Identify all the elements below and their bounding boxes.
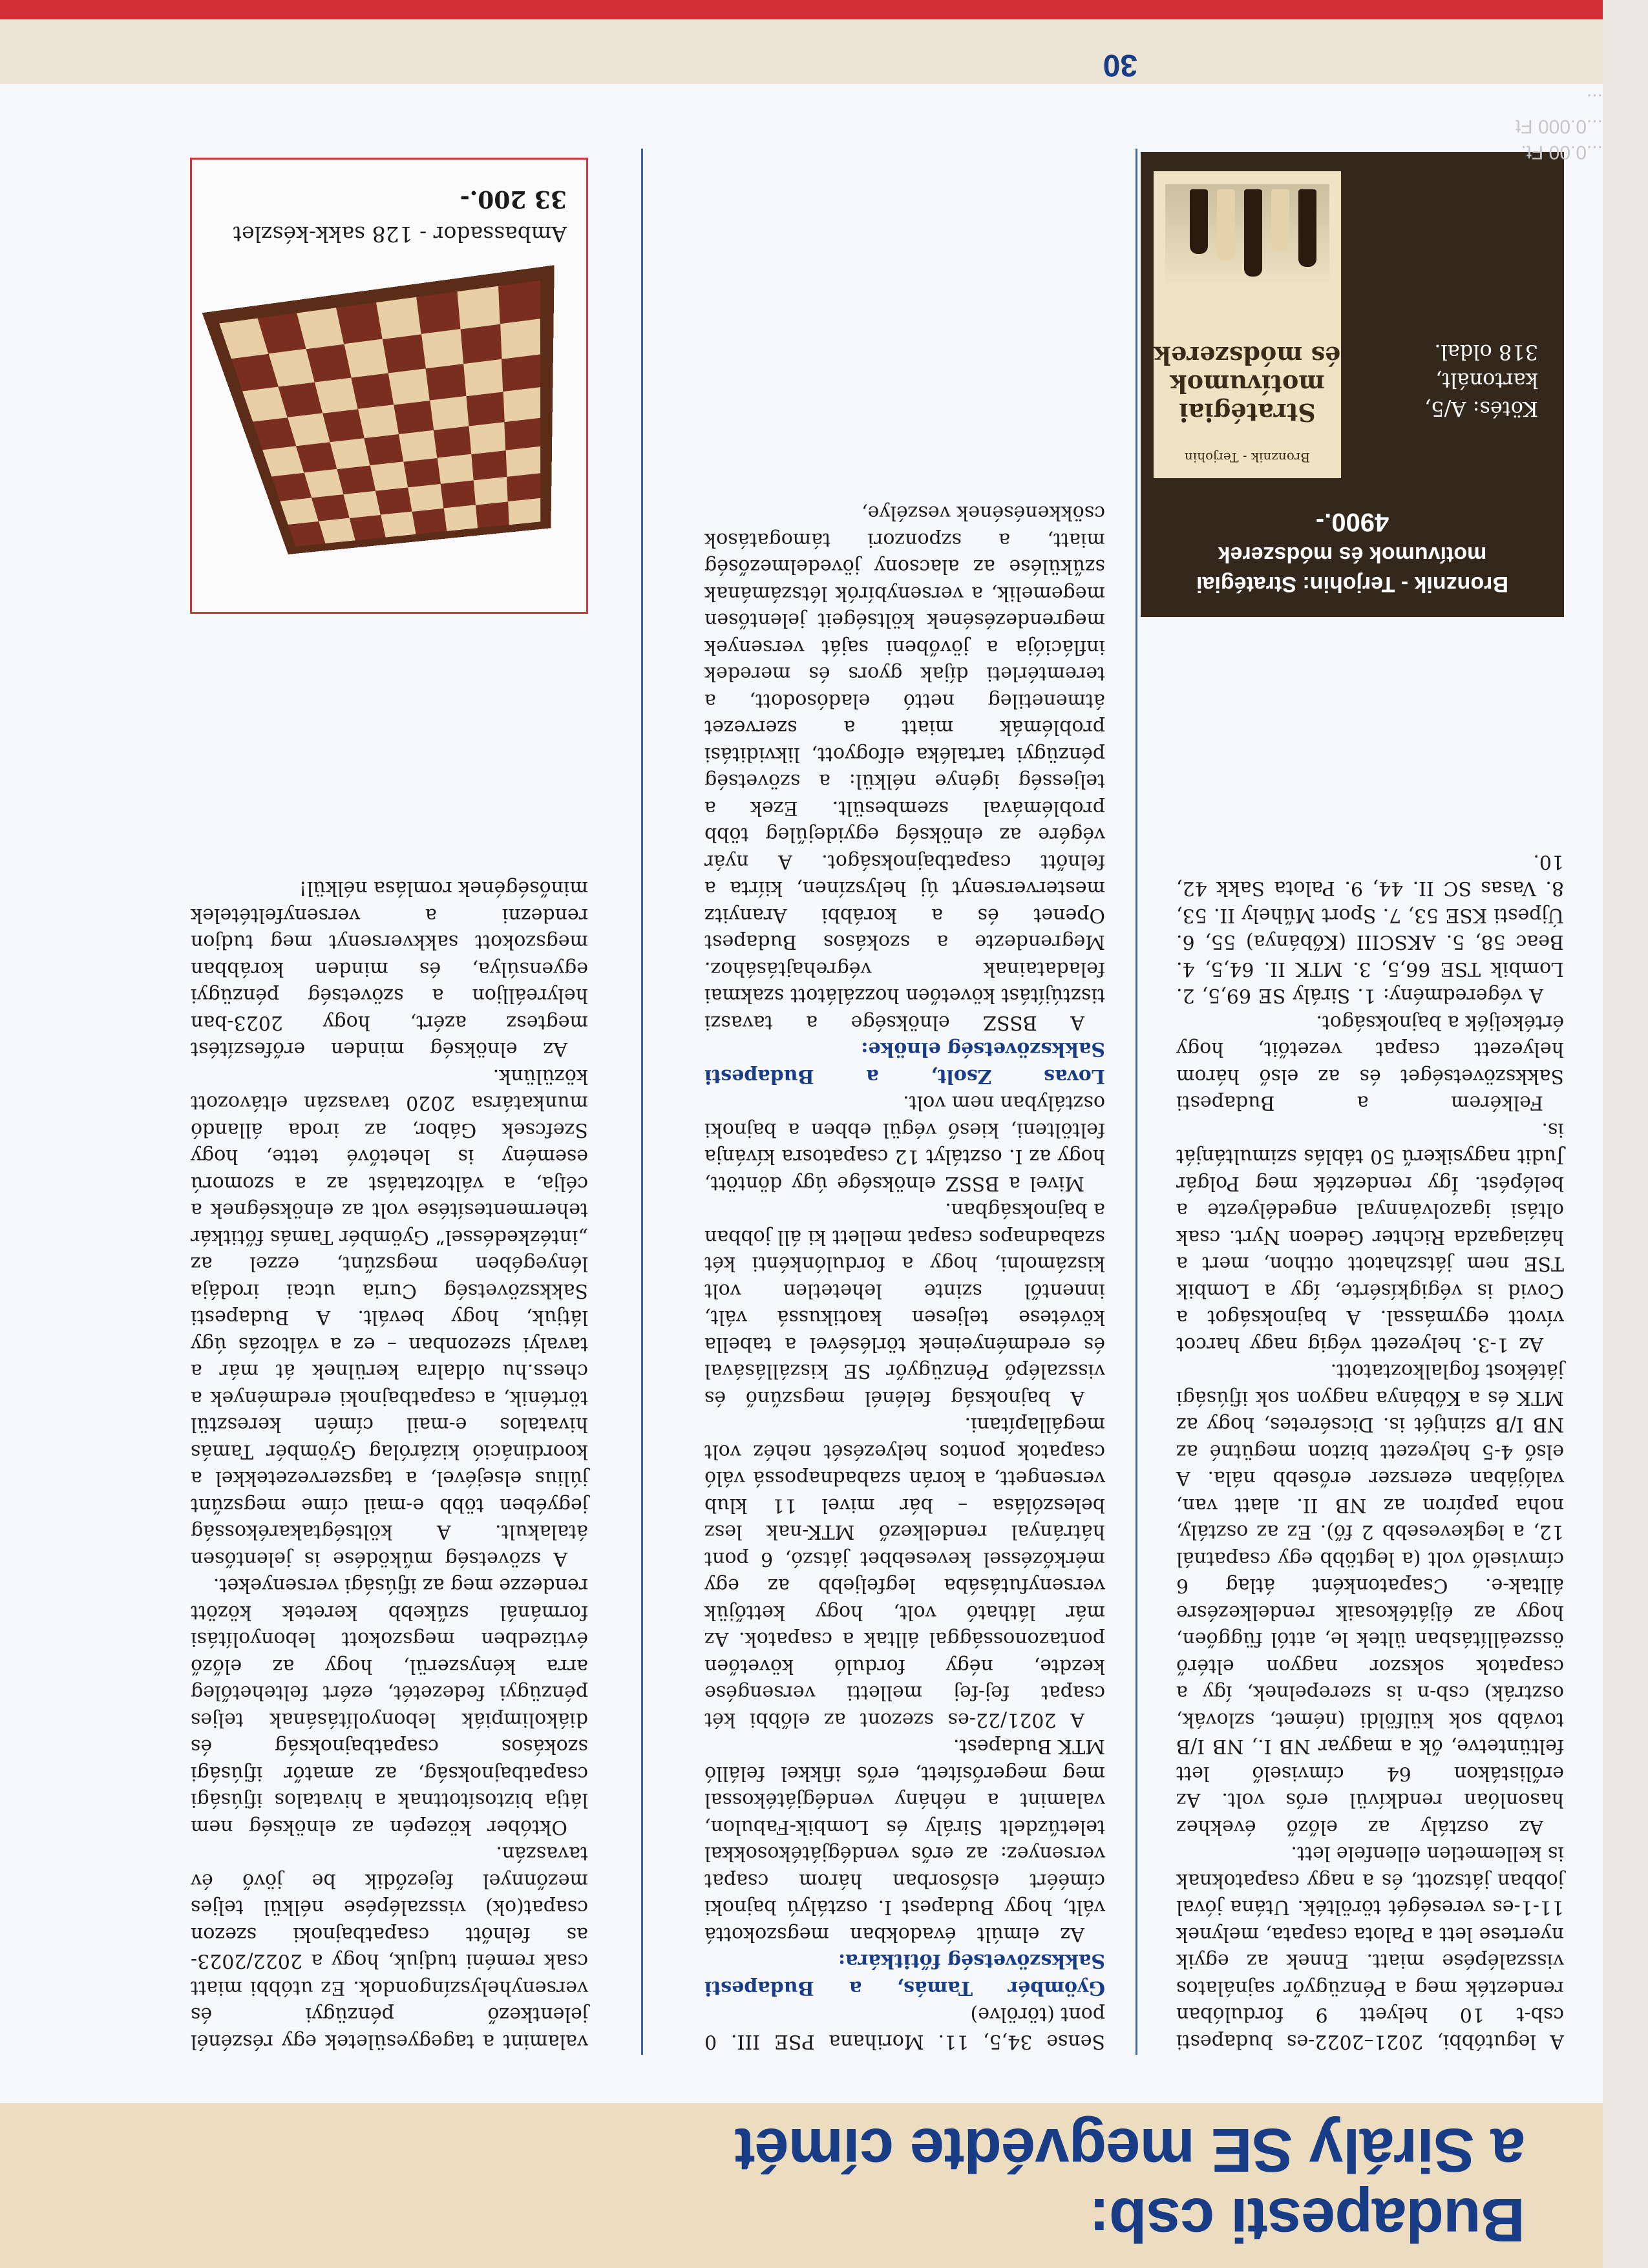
article-column-2 <box>704 499 1105 2055</box>
paragraph: Az 1-3. helyezett végig nagy harcot vívott egymással. A bajnokságot a Covid is végigkísérte, így a Lombik TSE nem játszhatott otthon, mert a háziagazda Richter Gedeon Nyrt. csak oltási igazolvánnyal engedélyezte a belépést. Így rendezték meg Polgár Judit nagysikerű 50 táblás szimultánját is. <box>1176 1118 1564 1356</box>
book-cover-title: Stratégiai motívumok és módszerek <box>1154 341 1341 427</box>
article-column-3 <box>191 875 588 2055</box>
title-band <box>0 2103 1603 2268</box>
paragraph: Sense 34,5, 11. Morihana PSE III. 0 pont (törölve) <box>704 2003 1105 2053</box>
paragraph: A szövetség működése is jelentősen átalakult. A költségtakarékosság jegyében több e-mail címe megszűnt július elsejével, a tagszervezetekkel a koordináció kizárólag Gyömbér Tamás hivatalos e-mail címén keresztül történik, a csapatbajnoki eredmények a chess.hu oldalra kerülnek át már a tavalyi szezonban – ez a változás úgy látjuk, hogy bevált. A Budapesti Sakkszövetség Curia utcai irodája lényegében megszűnt, ezzel az „intézkedéssel” Gyömbér Tamás főtitkár tehermentesítése volt az elnökségnek a célja, a változtatást az a szomorú esemény is lehetővé tette, hogy Szefcsek Gábor, az iroda állandó munkatársa 2020 tavaszán eltávozott közülünk. <box>191 1065 588 1570</box>
column-divider <box>641 149 643 2055</box>
paragraph: A 2021/22-es szezont az előbbi két csapat fej-fej melletti versengése kezdte, négy forduló követően pontazonossággal álltak a csapatok. Az már látható volt, hogy kettőjük versenyfutásába legfeljebb az egy mérkőzéssel kevesebbet játszó, 6 pont hátrányal rendelkező MTK-nak lesz beleszólása – bár mivel 11 klub versengett, a korán szabadnapossá váló csapatok pontos helyezését nehéz volt megállapítani. <box>704 1413 1105 1731</box>
book-ad-price: 4900.- <box>1315 508 1389 536</box>
article-title-line2: a Sirály SE megvédte címét <box>735 2116 1525 2185</box>
chess-ad-caption: Ambassador - 128 sakk-készlet <box>233 222 567 247</box>
paragraph: Mivel a BSSZ elnöksége úgy döntött, hogy az I. osztályt 12 csapatosra kívánja feltölteni, kieső végül ebben a bajnoki osztályban nem volt. <box>704 1091 1105 1195</box>
facing-page-bleed <box>1021 87 1603 165</box>
footer-red-stripe <box>0 0 1603 19</box>
bleed-line: ... <box>1586 90 1603 111</box>
book-details <box>1351 338 1538 423</box>
book-detail-line: Kötés: A/5, <box>1424 397 1538 421</box>
column-divider <box>1136 149 1137 2055</box>
paragraph: Az osztály az előző évekhez hasonlóan rendkívül erős volt. Az erőlistákon 64 címviselő lett feltüntetve, ők a magyar NB I., NB I/B tovább sok külföldi (német, szlovák, osztrák) csb-n is szerepelnek, így a csapatok sokszor nagyon eltérő összeállításban ültek le, attól függően, hogy az éljátékosaik rendelkezésre álltak-e. Csapatonként átlag 6 címviselő volt (a legtöbb egy csapatnál 12, a legkevesebb 2 fő). Ez az osztály, noha papíron az NB II. alatt van, valójában ezerszer erősebb nála. A első 4-5 helyezett bizton megütné az NB I/B szintjét is. Dicséretes, hogy az MTK és a Kőbánya nagyon sok ifjúsági játékost foglalkoztatott. <box>1176 1360 1564 1838</box>
chess-pieces-illustration <box>1165 184 1329 288</box>
book-detail-line: 318 oldal. <box>1434 340 1538 364</box>
speaker-heading: Lovas Zsolt, a Budapesti Sakkszövetség elnöke: <box>704 1038 1105 1087</box>
paragraph: A BSSZ elnöksége a tavaszi tisztújítást követően hozzálátott szakmai feladatainak végrehajtásához. Megrendezte a szokásos Budapest Openet és a korábbi Aranyitz mesterversenyt új helyszínen, kiírta a felnőtt csapatbajnokságot. A nyár végére az elnökség egyidejűleg több problémával szembesült. Ezek a teljesség igénye nélkül: a szövetség pénzügyi tartaléka elfogyott, likviditási problémák miatt a szervezet átmenetileg nettó eladósodott, a teremtérleti díjak gyors és meredek inflációja a jövőbeni saját versenyek megrendezésének költségeit jelentősen megemelik, a versenybírók létszámának szűkülése az alacsony jövedelmezőség miatt, a szponzori támogatások csökkenésének veszélye, <box>704 501 1105 1034</box>
chess-set-advertisement <box>190 158 588 614</box>
bleed-line: ...0.00 Ft. <box>1521 142 1603 163</box>
chess-ad-price: 33 200.- <box>460 185 567 213</box>
paragraph: A legutóbbi, 2021–2022-es budapesti csb-t 10 helyett 9 fordulóban rendezték meg a Pénzügyőr sajnálatos visszalépése miatt. Ennek az egyik nyertese lett a Palota csapata, melynek 11-1-es vereségét törölték. Utána jóval jobban játszott, és a nagy csapatoknak is kellemetlen ellenfele lett. <box>1176 1842 1564 2053</box>
book-detail-line: kartonált, <box>1435 368 1538 393</box>
footer-band <box>0 0 1603 84</box>
paragraph: Az elnökség minden erőfeszítést megtesz azért, hogy 2023-ban helyreálljon a szövetség pénzügyi egyensúlya, és minden korábban megszokott sakkversenyt meg tudjon rendezni a versenyfeltételek minőségének romlása nélkül! <box>191 877 588 1061</box>
paragraph: Október közepén az elnökség nem látja biztosítottnak a hivatalos ifjúsági csapatbajnokság, az amatőr ifjúsági szokásos csapatbajnokság és diákolimpiák lebonyolításának teljes pénzügyi fedezetét, ezért feltehetőleg arra kényszerül, hogy az előző évtizedben megszokott lebonyolítási formánál szűkebb keretek között rendezze meg az ifjúsági versenyeket. <box>191 1574 588 1838</box>
book-cover-image <box>1154 171 1341 478</box>
article-title-line1: Budapesti csb: <box>1089 2185 1525 2254</box>
book-advertisement <box>1141 152 1564 617</box>
paragraph: valamint a tagegyesületek egy részénél jelentkező pénzügyi és versenyhelyszíngondok. Ez utóbbi miatt csak reméni tudjuk, hogy a 2022/2023-as felnőtt csapatbajnoki szezon csapat(ok) visszalépése nélkül teljes mezőnnyel fejeződik be jövő év tavaszán. <box>191 1842 588 2053</box>
page-gutter <box>1603 0 1648 2268</box>
article-column-1 <box>1176 848 1564 2055</box>
bleed-line: ...0.000 Ft <box>1515 116 1603 137</box>
page-number: 30 <box>1103 48 1137 82</box>
chessboard-image <box>202 265 555 554</box>
speaker-heading: Gyömbér Tamás, a Budapesti Sakkszövetség főtitkára: <box>704 1949 1105 1999</box>
book-cover-authors: Bronznik - Terjohin <box>1184 450 1311 465</box>
paragraph: Az elmúlt évadokban megszokottá vált, hogy Budapest I. osztályú bajnoki címéért elsősorban három csapat versenyez: az erős vendégjátékosokkal teletűzdelt Sirály és Lombik-Fabulon, valamint a néhány vendégjátékossal meg megerősített, erős ifikkel felálló MTK Budapest. <box>704 1735 1105 1946</box>
paragraph: A bajnokság felénél megszűnő és visszalépő Pénzügyőr SE kiszállásával és eredményeinek törlésével a tabella kövétese teljesen kaotikussá vált, innentől szinte lehetetlen volt kiszámolni, hogy a fordulónkénti két szabadnapos csapat mellett ki áll jobban a bajnokságban. <box>704 1199 1105 1409</box>
book-ad-title: Bronznik - Terjohin: Stratégiai motívumok és módszerek <box>1196 542 1508 596</box>
paragraph: A végeredmény: 1. Sirály SE 69,5, 2. Lombik TSE 66,5, 3. MTK II. 64,5, 4. Beac 58, 5. AKSCIII (Kőbánya) 55, 6. Újpesti KSE 53, 7. Sport Műhely II. 53, 8. Vasas SC II. 44, 9. Palota Sakk 42, 10. <box>1176 850 1564 1007</box>
paragraph: Felkérem a Budapesti Sakkszövetséget és az első három helyezett csapat vezetőit, hogy értékeljék a bajnokságot. <box>1176 1011 1564 1115</box>
